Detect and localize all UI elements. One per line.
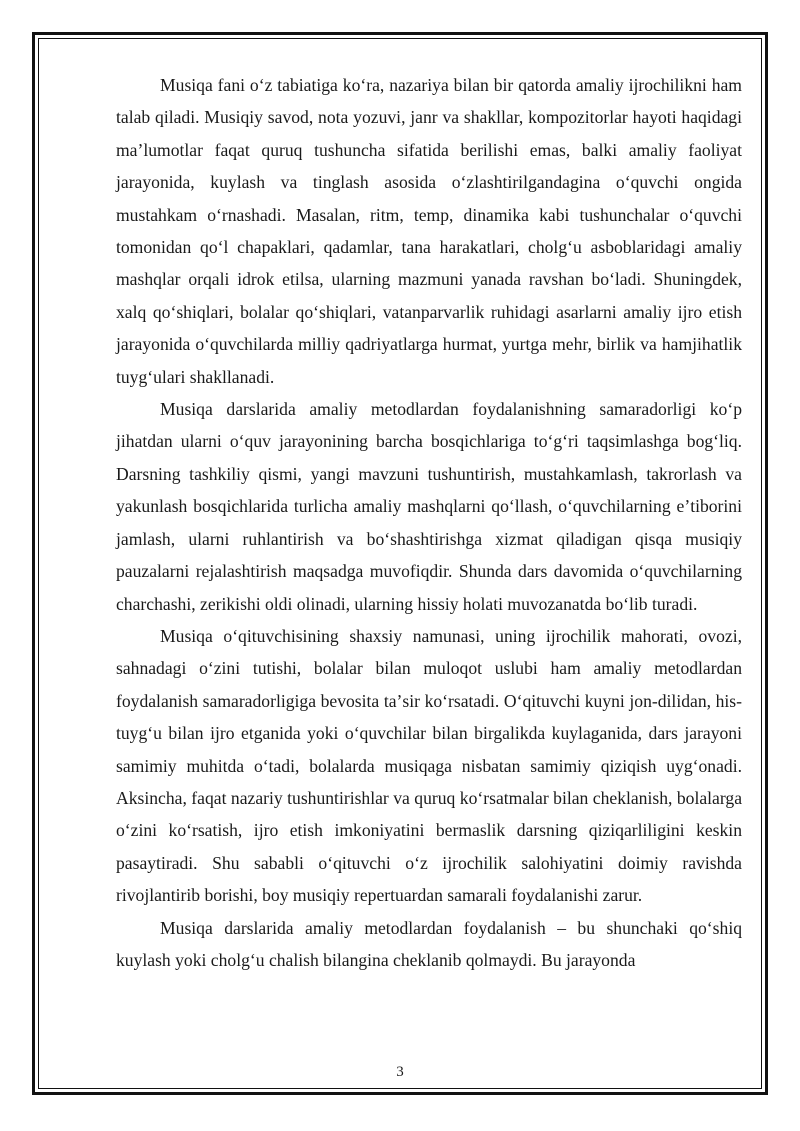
paragraph-2: Musiqa darslarida amaliy metodlardan foydalanishning samaradorligi koʻp jihatdan ularni oʻquv jarayonining barcha bosqichlariga toʻgʻri taqsimlashga bogʻliq. Darsning tashkiliy qismi, yangi mavzuni tushuntirish, mustahkamlash, takrorlash va yakunlash bosqichlarida turlicha amaliy mashqlarni qoʻllash, oʻquvchilarning eʼtiborini jamlash, ularni ruhlantirish va boʻshashtirishga xizmat qiladigan qisqa musiqiy pauzalarni rejalashtirish maqsadga muvofiqdir. Shunda dars davomida oʻquvchilarning charchashi, zerikishi oldi olinadi, ularning hissiy holati muvozanatda boʻlib turadi. [116, 399, 742, 614]
paragraph-3: Musiqa oʻqituvchisining shaxsiy namunasi, uning ijrochilik mahorati, ovozi, sahnadagi oʻzini tutishi, bolalar bilan muloqot uslubi ham amaliy metodlardan foydalanish samaradorligiga bevosita taʼsir koʻrsatadi. Oʻqituvchi kuyni jon-dilidan, his-tuygʻu bilan ijro etganida yoki oʻquvchilar bilan birgalikda kuylaganida, dars jarayoni samimiy muhitda oʻtadi, bolalarda musiqaga nisbatan samimiy qiziqish uygʻonadi. Aksincha, faqat nazariy tushuntirishlar va quruq koʻrsatmalar bilan cheklanish, bolalarga oʻzini koʻrsatish, ijro etish imkoniyatini bermaslik darsning qiziqarliligini keskin pasaytiradi. Shu sababli oʻqituvchi oʻz ijrochilik salohiyatini doimiy ravishda rivojlantirib borishi, boy musiqiy repertuardan samarali foydalanishi zarur. [116, 625, 742, 906]
document-body [116, 69, 742, 976]
paragraph-1: Musiqa fani oʻz tabiatiga koʻra, nazariya bilan bir qatorda amaliy ijrochilikni ham talab qiladi. Musiqiy savod, nota yozuvi, janr va shakllar, kompozitorlar hayoti haqidagi maʼlumotlar faqat quruq tushuncha sifatida berilishi emas, balki amaliy faoliyat jarayonida, kuylash va tinglash asosida oʻzlashtirilgandagina oʻquvchi ongida mustahkam oʻrnashadi. Masalan, ritm, temp, dinamika kabi tushunchalar oʻquvchi tomonidan qoʻl chapaklari, qadamlar, tana harakatlari, cholgʻu asboblaridagi amaliy mashqlar orqali idrok etilsa, ularning mazmuni yanada ravshan boʻladi. Shuningdek, xalq qoʻshiqlari, bolalar qoʻshiqlari, vatanparvarlik ruhidagi asarlarni amaliy ijro etish jarayonida oʻquvchilarda milliy qadriyatlarga hurmat, yurtga mehr, birlik va hamjihatlik tuygʻulari shakllanadi. [116, 75, 742, 387]
paragraph-4: Musiqa darslarida amaliy metodlardan foydalanish – bu shunchaki qoʻshiq kuylash yoki cholgʻu chalish bilangina cheklanib qolmaydi. Bu jarayonda [116, 917, 742, 970]
page-number: 3 [396, 1064, 404, 1080]
